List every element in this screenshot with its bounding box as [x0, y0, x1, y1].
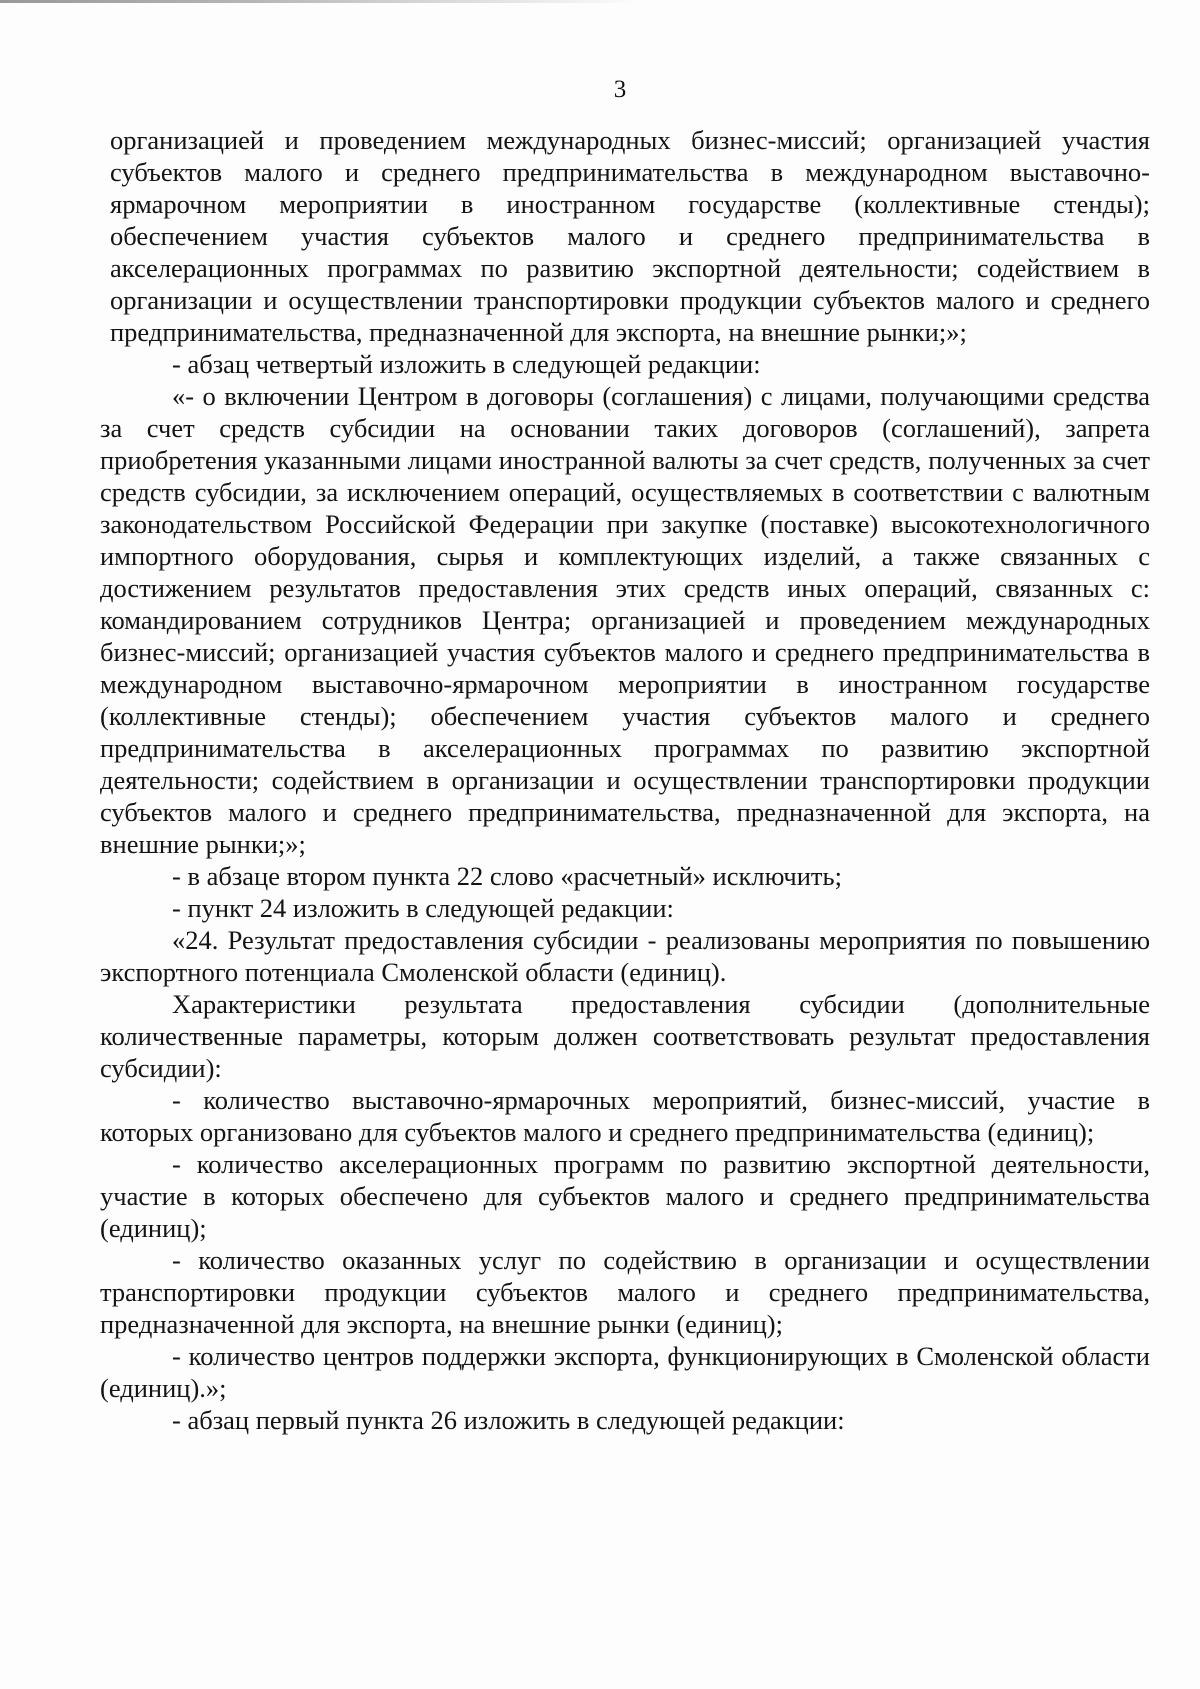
paragraph-instruction: - в абзаце втором пункта 22 слово «расчетный» исключить;: [172, 861, 842, 891]
paragraph-instruction: - абзац четвертый изложить в следующей редакции:: [172, 349, 761, 379]
paragraph-item-24: «24. Результат предоставления субсидии - реализованы мероприятия по повышению экспортного потенциала Смоленской области (единиц).: [100, 925, 1150, 987]
paragraph-quoted-amendment: «- о включении Центром в договоры (соглашения) с лицами, получающими средства за счет средств субсидии на основании таких договоров (соглашений), запрета приобретения указанными лицами иностранной валюты за счет средств, полученных за счет средств субсидии, за исключением операций, осуществляемых в соответствии с валютным законодательством Российской Федерации при закупке (поставке) высокотехнологичного импортного оборудования, сырья и комплектующих изделий, а также связанных с достижением результатов предоставления этих средств иных операций, связанных с: командированием сотрудников Центра; организацией и проведением международных бизнес-миссий; организацией участия субъектов малого и среднего предпринимательства в международном выставочно-ярмарочном мероприятии в иностранном государстве (коллективные стенды); обеспечением участия субъектов малого и среднего предпринимательства в акселерационных программах по развитию экспортной деятельности; содействием в организации и осуществлении транспортировки продукции субъектов малого и среднего предпринимательства, предназначенной для экспорта, на внешние рынки;»;: [100, 381, 1150, 859]
document-body: [100, 124, 1150, 1436]
list-item: - количество акселерационных программ по развитию экспортной деятельности, участие в которых обеспечено для субъектов малого и среднего предпринимательства (единиц);: [100, 1149, 1150, 1243]
paragraph-instruction: - пункт 24 изложить в следующей редакции:: [172, 893, 674, 923]
paragraph-instruction: - абзац первый пункта 26 изложить в следующей редакции:: [172, 1405, 845, 1435]
list-item: - количество выставочно-ярмарочных мероприятий, бизнес-миссий, участие в которых организовано для субъектов малого и среднего предпринимательства (единиц);: [100, 1085, 1150, 1147]
list-item: - количество центров поддержки экспорта, функционирующих в Смоленской области (единиц).»;: [100, 1341, 1150, 1403]
paragraph-characteristics: Характеристики результата предоставления субсидии (дополнительные количественные параметры, которым должен соответствовать результат предоставления субсидии):: [100, 989, 1150, 1083]
paragraph-continuation: организацией и проведением международных бизнес-миссий; организацией участия субъектов малого и среднего предпринимательства в международном выставочно-ярмарочном мероприятии в иностранном государстве (коллективные стенды); обеспечением участия субъектов малого и среднего предпринимательства в акселерационных программах по развитию экспортной деятельности; содействием в организации и осуществлении транспортировки продукции субъектов малого и среднего предпринимательства, предназначенной для экспорта, на внешние рынки;»;: [110, 125, 1150, 347]
page-number: 3: [613, 76, 627, 103]
scan-edge-artifact: [0, 0, 640, 3]
list-item: - количество оказанных услуг по содействию в организации и осуществлении транспортировки продукции субъектов малого и среднего предпринимательства, предназначенной для экспорта, на внешние рынки (единиц);: [100, 1245, 1150, 1339]
